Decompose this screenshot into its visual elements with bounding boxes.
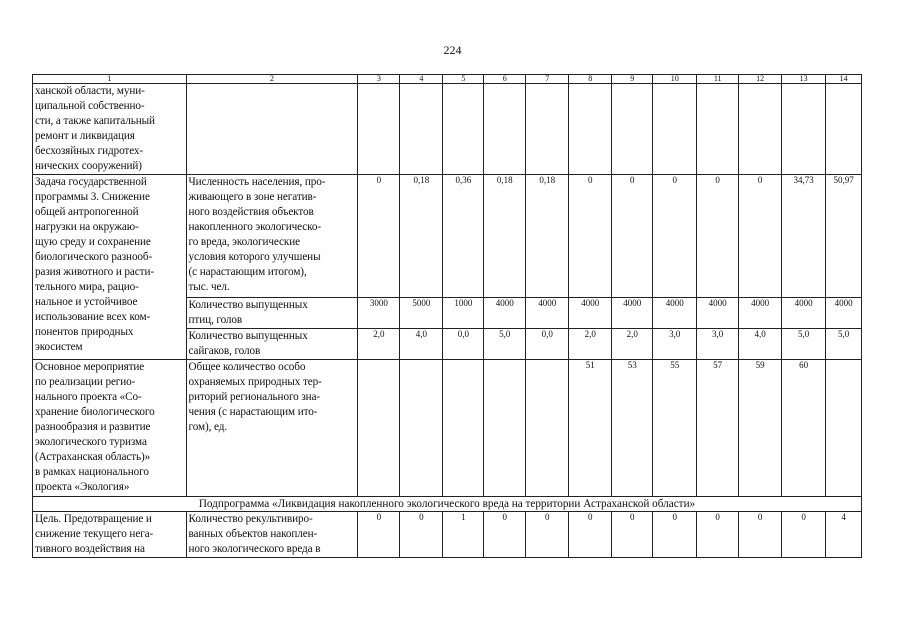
indicator-cell bbox=[186, 512, 358, 558]
goal-cell bbox=[33, 84, 187, 175]
value-cell bbox=[612, 175, 653, 298]
column-number bbox=[782, 75, 826, 84]
indicator-cell bbox=[186, 298, 358, 329]
value-cell bbox=[358, 512, 400, 558]
value-cell bbox=[526, 298, 569, 329]
value-cell bbox=[526, 84, 569, 175]
column-number bbox=[186, 75, 358, 84]
value-cell bbox=[697, 329, 739, 360]
value-cell-text: 59 bbox=[755, 360, 765, 370]
column-number bbox=[826, 75, 862, 84]
value-cell-text: 4000 bbox=[708, 298, 727, 308]
value-cell-text: 3,0 bbox=[669, 329, 681, 339]
value-cell-text: 0 bbox=[757, 175, 763, 185]
value-cell bbox=[826, 329, 862, 360]
column-number-text: 1 bbox=[107, 74, 112, 83]
value-cell bbox=[653, 329, 697, 360]
value-cell-text: 4000 bbox=[751, 298, 770, 308]
value-cell-text: 57 bbox=[713, 360, 723, 370]
value-cell bbox=[484, 84, 526, 175]
value-cell-text: 0 bbox=[588, 175, 593, 185]
column-number bbox=[358, 75, 400, 84]
value-cell bbox=[739, 360, 782, 497]
value-cell-text: 2,0 bbox=[584, 329, 596, 339]
goal-cell bbox=[33, 360, 187, 497]
value-cell bbox=[697, 512, 739, 558]
value-cell-text: 2,0 bbox=[626, 329, 638, 339]
value-cell bbox=[484, 298, 526, 329]
value-cell bbox=[739, 329, 782, 360]
value-cell-text: 4000 bbox=[834, 298, 853, 308]
value-cell bbox=[358, 84, 400, 175]
value-cell bbox=[443, 175, 484, 298]
value-cell bbox=[358, 360, 400, 497]
value-cell bbox=[569, 360, 612, 497]
value-cell-text: 1000 bbox=[454, 298, 473, 308]
value-cell-text: 2,0 bbox=[373, 329, 385, 339]
value-cell bbox=[739, 298, 782, 329]
indicator-cell-text: Количество выпущенных сайгаков, голов bbox=[188, 330, 308, 357]
column-number-text: 12 bbox=[756, 74, 765, 83]
value-cell bbox=[826, 84, 862, 175]
column-number bbox=[400, 75, 443, 84]
value-cell-text: 5,0 bbox=[837, 329, 850, 339]
value-cell-text: 4000 bbox=[794, 298, 813, 308]
value-cell-text: 4,0 bbox=[415, 329, 428, 339]
value-cell bbox=[782, 329, 826, 360]
column-number-text: 7 bbox=[545, 74, 550, 83]
indicator-cell bbox=[186, 360, 358, 497]
value-cell bbox=[526, 360, 569, 497]
column-number bbox=[739, 75, 782, 84]
value-cell bbox=[400, 175, 443, 298]
value-cell bbox=[526, 175, 569, 298]
value-cell bbox=[826, 360, 862, 497]
indicator-cell bbox=[186, 329, 358, 360]
value-cell bbox=[612, 84, 653, 175]
value-cell bbox=[612, 360, 653, 497]
value-cell-text: 0 bbox=[715, 512, 720, 522]
value-cell bbox=[826, 298, 862, 329]
value-cell bbox=[782, 512, 826, 558]
column-number-text: 2 bbox=[269, 74, 274, 83]
value-cell bbox=[653, 298, 697, 329]
value-cell-text: 34,73 bbox=[793, 175, 814, 185]
value-cell bbox=[739, 512, 782, 558]
value-cell bbox=[826, 512, 862, 558]
column-number-text: 11 bbox=[713, 74, 722, 83]
indicators-table bbox=[32, 74, 862, 558]
value-cell bbox=[739, 175, 782, 298]
value-cell bbox=[697, 360, 739, 497]
column-number bbox=[33, 75, 187, 84]
column-number bbox=[653, 75, 697, 84]
value-cell bbox=[443, 298, 484, 329]
value-cell-text: 3000 bbox=[369, 298, 388, 308]
page-number: 224 bbox=[443, 43, 462, 57]
value-cell bbox=[697, 298, 739, 329]
value-cell bbox=[569, 175, 612, 298]
value-cell-text: 4000 bbox=[538, 298, 557, 308]
value-cell-text: 0 bbox=[629, 175, 635, 185]
value-cell-text: 4000 bbox=[495, 298, 514, 308]
column-number-text: 10 bbox=[670, 74, 679, 83]
column-number bbox=[526, 75, 569, 84]
column-number-text: 8 bbox=[588, 74, 593, 83]
value-cell-text: 4000 bbox=[623, 298, 642, 308]
value-cell bbox=[569, 84, 612, 175]
value-cell-text: 55 bbox=[670, 360, 680, 370]
value-cell-text: 0,0 bbox=[457, 329, 469, 339]
value-cell bbox=[358, 175, 400, 298]
value-cell bbox=[484, 175, 526, 298]
value-cell-text: 4,0 bbox=[754, 329, 766, 339]
table-row bbox=[33, 360, 862, 497]
column-number bbox=[612, 75, 653, 84]
value-cell bbox=[443, 329, 484, 360]
indicator-cell-text: Количество рекультивиро- ванных объектов накоплен- ного экологического вреда в bbox=[188, 513, 321, 555]
header-row bbox=[33, 75, 862, 84]
value-cell-text: 3,0 bbox=[712, 329, 724, 339]
value-cell-text: 0 bbox=[757, 512, 763, 522]
value-cell-text: 0 bbox=[715, 175, 720, 185]
value-cell bbox=[358, 329, 400, 360]
value-cell-text: 4000 bbox=[665, 298, 684, 308]
indicator-cell bbox=[186, 175, 358, 298]
value-cell-text: 1 bbox=[461, 512, 466, 522]
value-cell bbox=[782, 298, 826, 329]
table-row bbox=[33, 84, 862, 175]
column-number-text: 9 bbox=[630, 74, 635, 83]
value-cell bbox=[697, 84, 739, 175]
column-number bbox=[697, 75, 739, 84]
goal-cell-text: Основное мероприятие по реализации регио- нального проекта «Со- хранение биологического разнообразия и развитие экологического туризма (Астраханская область)» в рамках национального проекта «Экология» bbox=[35, 361, 155, 493]
goal-cell bbox=[33, 512, 187, 558]
value-cell-text: 0 bbox=[376, 175, 382, 185]
goal-cell bbox=[33, 175, 187, 360]
value-cell-text: 0 bbox=[419, 512, 424, 522]
value-cell-text: 0,18 bbox=[413, 175, 430, 185]
table-row bbox=[33, 512, 862, 558]
value-cell-text: 5,0 bbox=[499, 329, 511, 339]
column-number-text: 3 bbox=[376, 74, 381, 83]
value-cell bbox=[443, 84, 484, 175]
column-number bbox=[484, 75, 526, 84]
value-cell bbox=[484, 329, 526, 360]
value-cell bbox=[612, 329, 653, 360]
value-cell bbox=[484, 512, 526, 558]
value-cell bbox=[400, 512, 443, 558]
value-cell-text: 60 bbox=[799, 360, 809, 370]
column-number-text: 13 bbox=[799, 74, 808, 83]
value-cell bbox=[612, 512, 653, 558]
value-cell-text: 0 bbox=[376, 512, 382, 522]
value-cell bbox=[400, 329, 443, 360]
column-number-text: 6 bbox=[502, 74, 507, 83]
value-cell bbox=[653, 84, 697, 175]
value-cell bbox=[569, 512, 612, 558]
value-cell-text: 0 bbox=[672, 175, 677, 185]
value-cell-text: 0 bbox=[545, 512, 550, 522]
column-number bbox=[443, 75, 484, 84]
subprogram-title-text: Подпрограмма «Ликвидация накопленного экологического вреда на территории Астраханской области» bbox=[198, 498, 696, 510]
value-cell-text: 0,0 bbox=[541, 329, 553, 339]
value-cell bbox=[653, 360, 697, 497]
value-cell-text: 0,18 bbox=[539, 175, 556, 185]
indicator-cell bbox=[186, 84, 358, 175]
value-cell bbox=[443, 512, 484, 558]
value-cell bbox=[484, 360, 526, 497]
column-number-text: 14 bbox=[839, 74, 848, 83]
value-cell-text: 53 bbox=[627, 360, 637, 370]
value-cell-text: 4000 bbox=[581, 298, 600, 308]
value-cell bbox=[739, 84, 782, 175]
value-cell-text: 0 bbox=[502, 512, 508, 522]
value-cell bbox=[526, 329, 569, 360]
value-cell bbox=[612, 298, 653, 329]
value-cell bbox=[782, 360, 826, 497]
value-cell bbox=[400, 84, 443, 175]
value-cell bbox=[653, 175, 697, 298]
value-cell bbox=[358, 298, 400, 329]
value-cell-text: 0,18 bbox=[496, 175, 513, 185]
goal-cell-text: Цель. Предотвращение и снижение текущего нега- тивного воздействия на bbox=[35, 513, 154, 555]
value-cell bbox=[826, 175, 862, 298]
value-cell bbox=[653, 512, 697, 558]
value-cell bbox=[400, 360, 443, 497]
value-cell-text: 5000 bbox=[412, 298, 431, 308]
value-cell-text: 0 bbox=[629, 512, 635, 522]
value-cell bbox=[569, 298, 612, 329]
indicator-cell-text: Численность населения, про- живающего в зоне негатив- ного воздействия объектов накопленного экологическо- го вреда, экологические условия которого улучшены (с нарастающим итогом), тыс. чел. bbox=[188, 176, 326, 293]
subprogram-row bbox=[33, 497, 862, 512]
indicator-cell-text: Количество выпущенных птиц, голов bbox=[188, 299, 308, 326]
value-cell-text: 0 bbox=[801, 512, 806, 522]
value-cell bbox=[569, 329, 612, 360]
value-cell bbox=[782, 84, 826, 175]
value-cell bbox=[782, 175, 826, 298]
value-cell bbox=[443, 360, 484, 497]
indicator-cell-text: Общее количество особо охраняемых природных тер- риторий регионального зна- чения (с нарастающим ито- гом), ед. bbox=[188, 361, 322, 433]
subprogram-title bbox=[33, 497, 862, 512]
value-cell-text: 50,97 bbox=[833, 175, 854, 185]
table-row bbox=[33, 175, 862, 298]
value-cell bbox=[400, 298, 443, 329]
goal-cell-text: Задача государственной программы 3. Снижение общей антропогенной нагрузки на окружаю- щую среду и сохранение биологического разнооб- разия животного и расти- тельного мира, рацио- нальное и устойчивое использование всех ком- понентов природных экосистем bbox=[35, 176, 154, 353]
value-cell-text: 4 bbox=[841, 512, 846, 522]
value-cell bbox=[697, 175, 739, 298]
column-number-text: 5 bbox=[461, 74, 466, 83]
value-cell-text: 5,0 bbox=[798, 329, 810, 339]
column-number-text: 4 bbox=[419, 74, 424, 83]
value-cell bbox=[526, 512, 569, 558]
value-cell-text: 51 bbox=[585, 360, 595, 370]
value-cell-text: 0,36 bbox=[455, 175, 472, 185]
value-cell-text: 0 bbox=[588, 512, 593, 522]
column-number bbox=[569, 75, 612, 84]
value-cell-text: 0 bbox=[672, 512, 677, 522]
goal-cell-text: ханской области, муни- ципальной собственно- сти, а также капитальный ремонт и ликвидация бесхозяйных гидротех- нических сооружений) bbox=[35, 85, 155, 172]
